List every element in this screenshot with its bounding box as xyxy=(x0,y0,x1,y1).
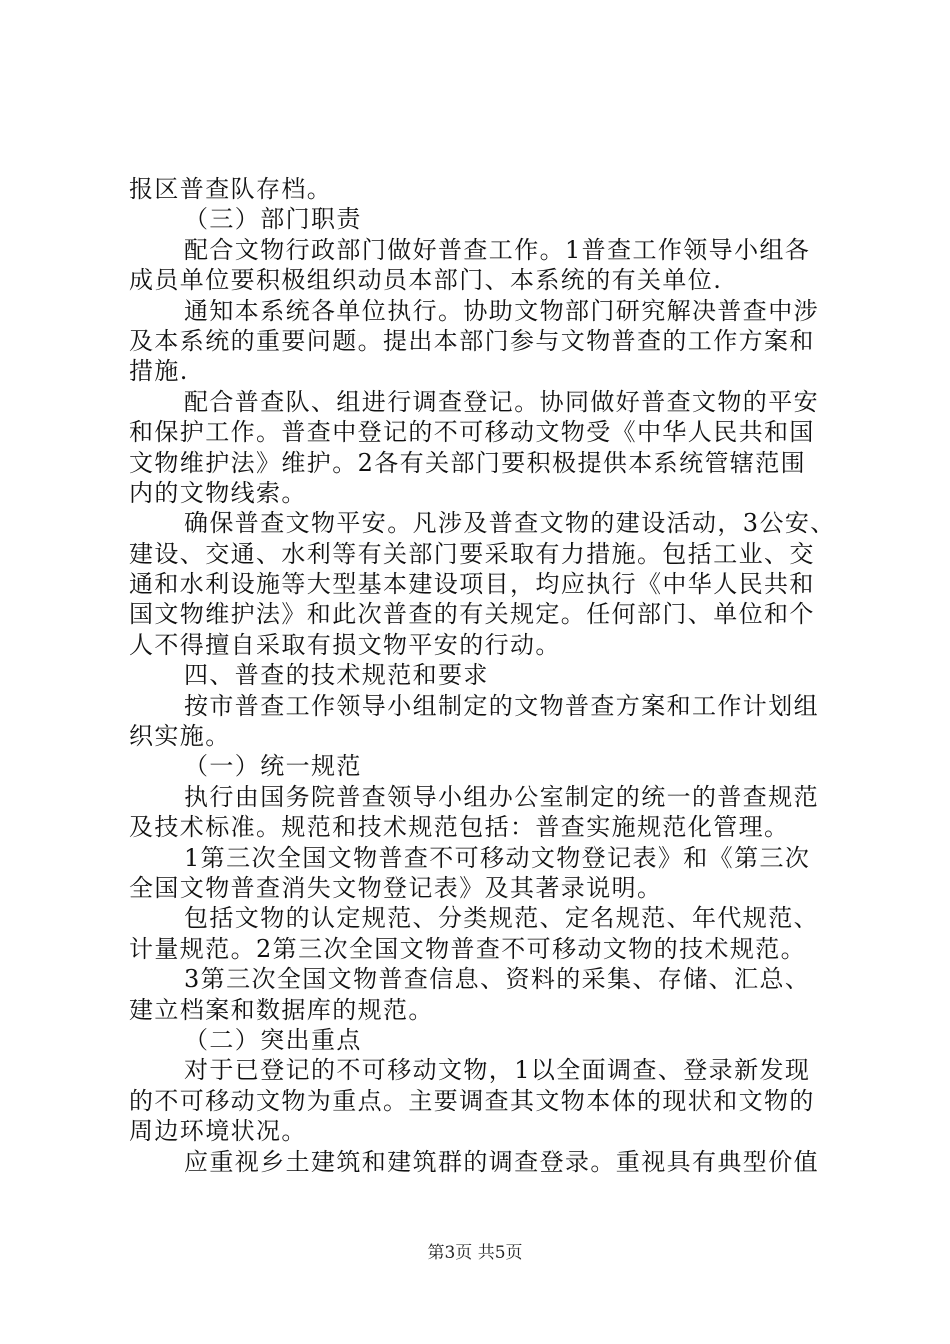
paragraph-start: 按市普查工作领导小组制定的文物普查方案和工作计划组 xyxy=(184,691,819,720)
paragraph-start: 应重视乡土建筑和建筑群的调查登录。重视具有典型价值 xyxy=(184,1147,819,1176)
text-line: 成员单位要积极组织动员本部门、本系统的有关单位. xyxy=(129,266,723,295)
paragraph-start: 1第三次全国文物普查不可移动文物登记表》和《第三次 xyxy=(184,843,811,872)
text-line: 织实施。 xyxy=(129,722,231,751)
paragraph-start: 配合文物行政部门做好普查工作。1普查工作领导小组各 xyxy=(184,235,811,264)
document-body xyxy=(129,174,834,1177)
text-line: 人不得擅自采取有损文物平安的行动。 xyxy=(129,630,561,659)
text-line: 建设、交通、水利等有关部门要采取有力措施。包括工业、交 xyxy=(129,539,815,568)
text-line: 建立档案和数据库的规范。 xyxy=(129,995,434,1024)
section-heading: （二）突出重点 xyxy=(184,1025,362,1054)
text-line: 文物维护法》维护。2各有关部门要积极提供本系统管辖范围 xyxy=(129,448,807,477)
section-heading: 四、普查的技术规范和要求 xyxy=(184,661,489,690)
text-line: 和保护工作。普查中登记的不可移动文物受《中华人民共和国 xyxy=(129,418,815,447)
paragraph-start: 执行由国务院普查领导小组办公室制定的统一的普查规范 xyxy=(184,782,819,811)
text-line: 及技术标准。规范和技术规范包括：普查实施规范化管理。 xyxy=(129,813,790,842)
text-line: 周边环境状况。 xyxy=(129,1117,307,1146)
text-line: 内的文物线索。 xyxy=(129,478,307,507)
text-line: 国文物维护法》和此次普查的有关规定。任何部门、单位和个 xyxy=(129,600,815,629)
paragraph-start: 3第三次全国文物普查信息、资料的采集、存储、汇总、 xyxy=(184,965,811,994)
section-heading: （一）统一规范 xyxy=(184,752,362,781)
paragraph-start: 确保普查文物平安。凡涉及普查文物的建设活动，3公安、 xyxy=(184,509,836,538)
text-line: 的不可移动文物为重点。主要调查其文物本体的现状和文物的 xyxy=(129,1086,815,1115)
paragraph-start: 包括文物的认定规范、分类规范、定名规范、年代规范、 xyxy=(184,904,819,933)
page-number-footer: 第3页 共5页 xyxy=(427,1243,523,1263)
text-line: 及本系统的重要问题。提出本部门参与文物普查的工作方案和 xyxy=(129,326,815,355)
section-heading: （三）部门职责 xyxy=(184,205,362,234)
paragraph-start: 对于已登记的不可移动文物，1以全面调查、登录新发现 xyxy=(184,1056,811,1085)
text-line: 通和水利设施等大型基本建设项目，均应执行《中华人民共和 xyxy=(129,570,815,599)
text-line: 计量规范。2第三次全国文物普查不可移动文物的技术规范。 xyxy=(129,934,807,963)
paragraph-start: 通知本系统各单位执行。协助文物部门研究解决普查中涉 xyxy=(184,296,819,325)
text-line: 措施. xyxy=(129,357,189,386)
text-line: 报区普查队存档。 xyxy=(129,175,333,203)
text-line: 全国文物普查消失文物登记表》及其著录说明。 xyxy=(129,873,663,902)
paragraph-start: 配合普查队、组进行调查登记。协同做好普查文物的平安 xyxy=(184,387,819,416)
